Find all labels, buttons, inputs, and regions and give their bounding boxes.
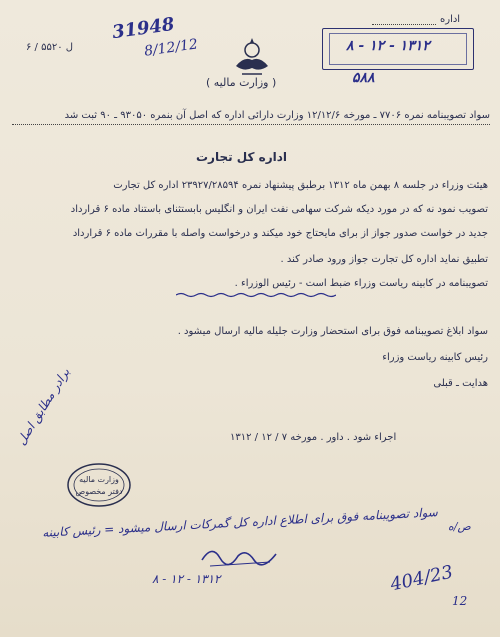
- bottom-handwritten-note: سواد تصویبنامه فوق برای اطلاع اداره کل گمرکات ارسال میشود = رئیس کابینه: [41, 505, 439, 540]
- lion-and-sun-emblem-icon: [230, 34, 274, 78]
- section-divider: [176, 292, 336, 298]
- bottom-date: ۸ - ۱۲ - ۱۳۱۲: [152, 572, 221, 586]
- stamp-number: ۵۸۸: [352, 70, 375, 86]
- registry-number: 31948: [110, 13, 176, 44]
- page-reference: ل ۵۵۲۰ / ۶: [26, 42, 74, 53]
- notice-line-2: رئیس کابینه ریاست وزراء: [382, 352, 488, 363]
- body-line-3: جدید در خواست صدور جواز از برای مایحتاج خود میکند و درخواست واصله با مقررات ماده ۶ قرارداد: [72, 228, 488, 239]
- ministry-seal-icon: [66, 462, 132, 508]
- execution-line: اجراء شود . داور . مورخه ۷ / ۱۲ / ۱۳۱۲: [230, 432, 397, 443]
- copy-reference-line: سواد تصویبنامه نمره ۷۷۰۶ ـ مورخه ۱۲/۱۲/۶ وزارت دارائی اداره که اصل آن بنمره ۹۳۰۵۰ ـ ۹۰ ثبت شد: [64, 110, 490, 121]
- stamp-date: ۸ - ۱۲ - ۱۳۱۲: [346, 38, 430, 54]
- body-line-4: تطبیق نماید اداره کل تجارت جواز ورود صادر کند .: [280, 254, 488, 265]
- ministry-name: ( وزارت مالیه ): [206, 76, 277, 89]
- office-label: اداره: [440, 14, 461, 25]
- notice-line-3: هدایت ـ قبلی: [433, 378, 488, 389]
- body-line-5: تصویبنامه در کابینه ریاست وزراء ضبط است - رئیس الوزراء .: [234, 278, 488, 289]
- file-number: 404/23: [388, 561, 455, 596]
- signature-scribble-icon: [200, 540, 280, 570]
- body-line-1: هیئت وزراء در جلسه ۸ بهمن ماه ۱۳۱۲ برطبق پیشنهاد نمره ۲۳۹۲۷/۲۸۵۹۴ اداره کل تجارت: [113, 180, 488, 191]
- registry-date: 8/12/12: [143, 36, 199, 60]
- file-sub-number: 12: [452, 594, 468, 608]
- seal-text-2: دفتر مخصوص: [75, 487, 123, 496]
- notice-line-1: سواد ابلاغ تصویبنامه فوق برای استحضار وزارت جلیله مالیه ارسال میشود .: [177, 326, 488, 337]
- document-title: اداره کل تجارت: [196, 150, 288, 164]
- body-line-2: تصویب نمود نه که در مورد دیکه شرکت سهامی نفت ایران و انگلیس بابستثنای باستناد ماده ۶ قرارداد: [70, 204, 488, 215]
- left-mark: ص/ه: [448, 520, 471, 533]
- margin-handwritten-note: برادر مطابق اصل: [14, 365, 73, 448]
- seal-text-1: وزارت مالیه: [79, 475, 119, 484]
